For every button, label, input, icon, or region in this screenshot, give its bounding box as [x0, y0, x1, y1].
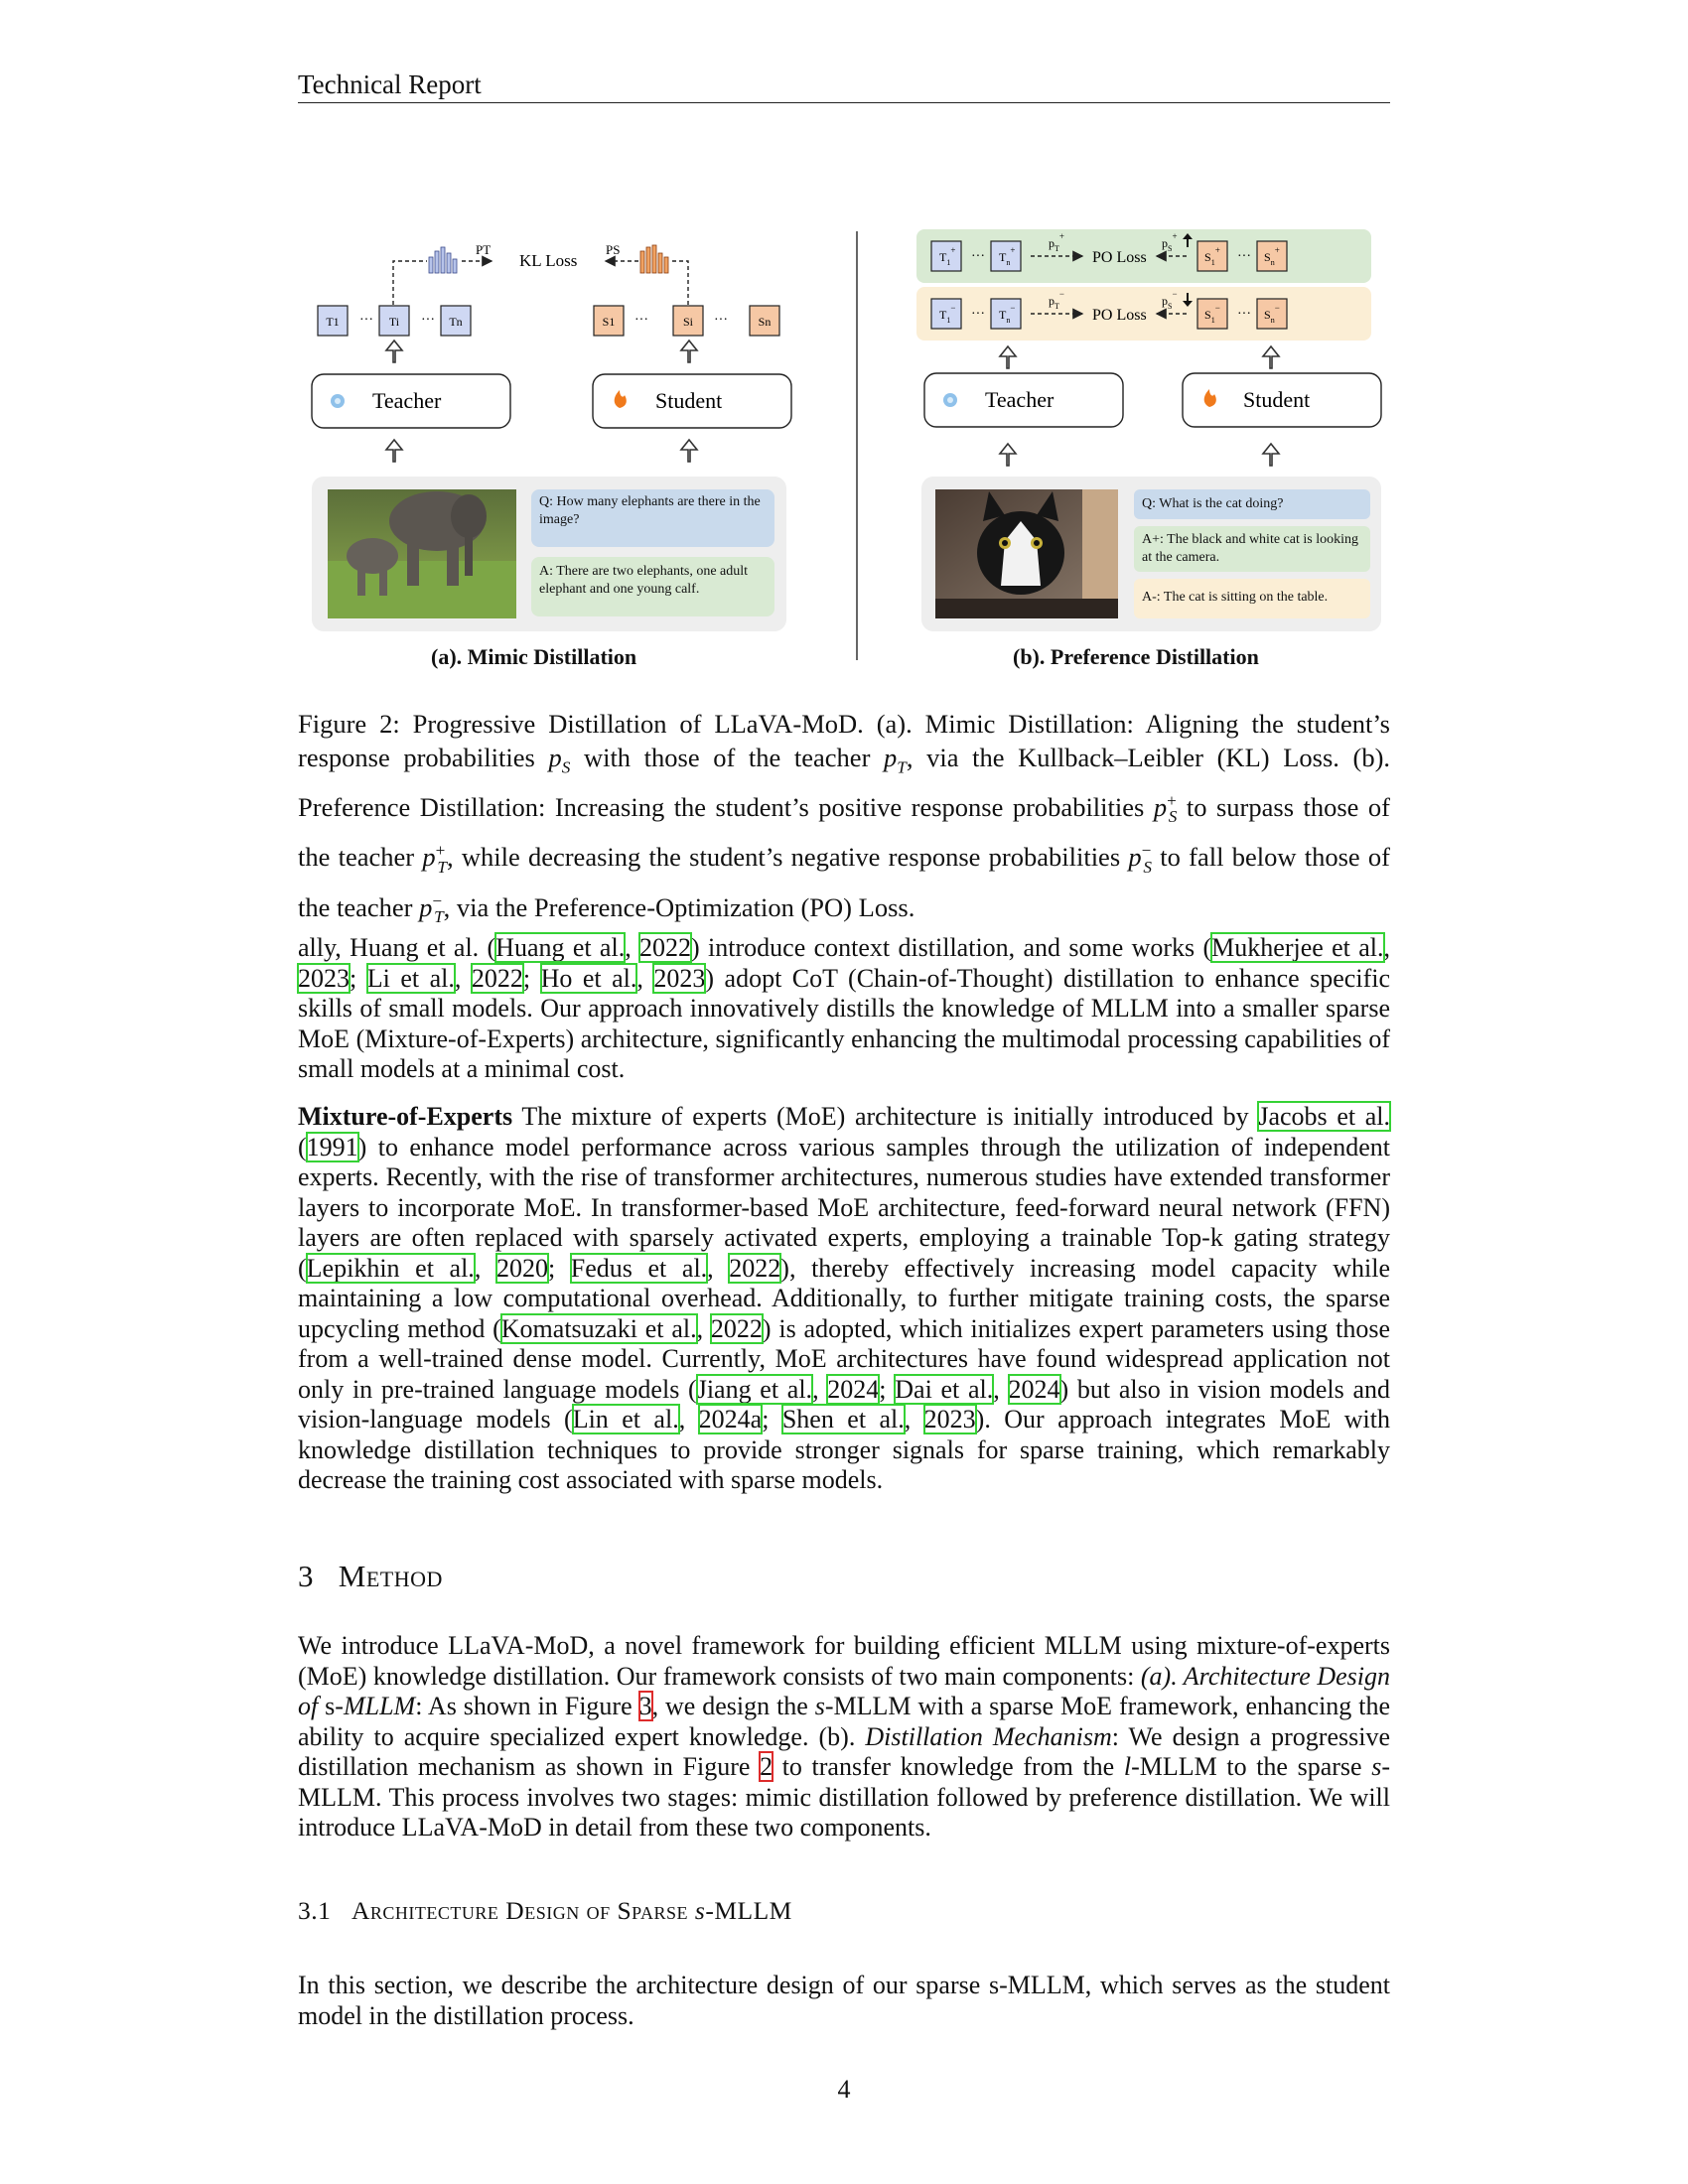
student-label-b: Student [1243, 387, 1311, 412]
svg-text:Tn−: $T_n^-$ [999, 303, 1016, 325]
caption-label: Figure 2: [298, 709, 400, 739]
svg-text:pS+: $p_S^+$ [1162, 231, 1178, 253]
citation-link[interactable]: Lepikhin et al. [306, 1253, 475, 1283]
citation-link[interactable]: 2022 [729, 1253, 781, 1283]
figure-2 [298, 223, 1400, 680]
svg-text:Sn+: $S_n^+$ [1264, 245, 1280, 267]
kl-loss-label: KL Loss [519, 251, 578, 270]
svg-text:···: ··· [1237, 307, 1251, 322]
negative-answer-text: A-: The cat is sitting on the table. [1142, 590, 1329, 605]
running-header: Technical Report [298, 69, 1390, 103]
svg-text:···: ··· [359, 313, 373, 328]
svg-text:pT−: $p_T^-$ [1049, 289, 1064, 311]
citation-link[interactable]: Fedus et al. [570, 1253, 708, 1283]
paragraph-architecture-intro: In this section, we describe the architecture design of our sparse s-MLLM, which serves as the student model in the distillation process. [298, 1971, 1390, 2030]
citation-link[interactable]: 2023 [653, 963, 706, 993]
figure-ref-link[interactable]: 3 [638, 1692, 652, 1720]
svg-text:···: ··· [421, 313, 435, 328]
svg-text:···: ··· [971, 249, 985, 264]
positive-answer-text: A+: The black and white cat is looking at the camera. [1142, 532, 1358, 565]
svg-text:···: ··· [1237, 249, 1251, 264]
citation-link[interactable]: 2024 [1008, 1374, 1060, 1404]
citation-link[interactable]: Jiang et al. [696, 1374, 813, 1404]
citation-link[interactable]: 2024a [698, 1405, 763, 1433]
svg-text:T1−: $T_1^-$ [939, 303, 956, 325]
svg-text:···: ··· [714, 313, 728, 328]
subcaption-b: (b). Preference Distillation [1013, 644, 1259, 669]
citation-link[interactable]: Ho et al. [540, 963, 637, 993]
citation-link[interactable]: Li et al. [366, 963, 455, 993]
po-loss-label-neg: PO Loss [1092, 307, 1147, 324]
question-text-b: Q: What is the cat doing? [1142, 496, 1284, 511]
svg-text:···: ··· [971, 307, 985, 322]
citation-link[interactable]: Dai et al. [895, 1374, 994, 1404]
svg-text:S1−: $S_1^-$ [1204, 303, 1220, 325]
po-loss-label-pos: PO Loss [1092, 249, 1147, 266]
token-s1: S1 [602, 315, 616, 329]
teacher-tokens [318, 306, 471, 336]
figure-2-diagram [298, 223, 1400, 680]
subsection-heading-architecture: 3.1 Architecture Design of Sparse s-MLLM [298, 1896, 792, 1925]
student-label: Student [655, 388, 723, 413]
citation-link[interactable]: 2020 [495, 1253, 548, 1283]
answer-text: A: There are two elephants, one adult elephant and one young calf. [539, 564, 749, 597]
citation-link[interactable]: 1991 [306, 1132, 358, 1161]
svg-text:Sn−: $S_n^-$ [1264, 303, 1280, 325]
svg-text:pT+: $p_T^+$ [1049, 231, 1064, 253]
svg-text:T1+: $T_1^+$ [939, 245, 956, 267]
svg-text:···: ··· [634, 313, 648, 328]
student-tokens [594, 306, 779, 336]
frozen-icon [331, 394, 345, 408]
token-sn: Sn [758, 315, 772, 329]
svg-text:S1+: $S_1^+$ [1204, 245, 1220, 267]
teacher-prob-bars [429, 247, 457, 273]
svg-text:Tn+: $T_n^+$ [999, 245, 1016, 267]
student-prob-label: PS [606, 242, 621, 257]
teacher-label-b: Teacher [985, 387, 1055, 412]
citation-link[interactable]: Jacobs et al. [1258, 1102, 1391, 1131]
panel-a [312, 242, 791, 631]
frozen-icon-b [943, 393, 957, 407]
figure-caption: Figure 2: Progressive Distillation of LLaVA-MoD. (a). Mimic Distillation: Aligning the student’s response probabilities $p_S$ with those of the teacher $p_T$, via the Kullback–Leibler (KL) Loss. (b). Preference Distillation: Increasing the student’s positive response probabilities $p^+_S$ to surpass those of the teacher $p^+_T$, while decreasing the student’s negative response probabilities $p^-_S$ to fall below those of the teacher $p^-_T$, via the Preference-Optimization (PO) Loss. [298, 709, 1391, 926]
question-text: Q: How many elephants are there in the image? [539, 494, 761, 527]
token-t1: T1 [326, 315, 340, 329]
student-prob-bars [640, 245, 668, 273]
citation-link[interactable]: Mukherjee et al. [1211, 933, 1384, 962]
paragraph-related-distillation: ally, Huang et al. (Huang et al., 2022) introduce context distillation, and some works (Mukherjee et al., 2023; Li et al., 2022; Ho et al., 2023) adopt CoT (Chain-of-Thought) distillation to enhance specific skills of small models. Our approach innovatively distills the knowledge of MLLM into a smaller sparse MoE (Mixture-of-Experts) architecture, significantly enhancing the multimodal processing capabilities of small models at a minimal cost. [298, 933, 1391, 1083]
citation-link[interactable]: Huang et al. [495, 933, 626, 962]
elephant-image [328, 489, 516, 618]
citation-link[interactable]: Shen et al. [781, 1405, 905, 1433]
citation-link[interactable]: 2023 [298, 963, 350, 993]
section-heading-method: 3 Method [298, 1559, 443, 1593]
citation-link[interactable]: 2024 [827, 1374, 880, 1404]
figure-ref-link[interactable]: 2 [760, 1752, 774, 1781]
citation-link[interactable]: 2022 [639, 933, 692, 962]
citation-link[interactable]: Komatsuzaki et al. [500, 1313, 697, 1343]
paragraph-method-intro: We introduce LLaVA-MoD, a novel framework for building efficient MLLM using mixture-of-experts (MoE) knowledge distillation. Our framework consists of two main components: (a). Architecture Design of s-MLLM: As shown in Figure 3, we design the s-MLLM with a sparse MoE framework, enhancing the ability to acquire specialized expert knowledge. (b). Distillation Mechanism: We design a progressive distillation mechanism as shown in Figure 2 to transfer knowledge from the l-MLLM to the sparse s-MLLM. This process involves two stages: mimic distillation followed by preference distillation. We will introduce LLaVA-MoD in detail from these two components. [298, 1631, 1390, 1842]
page-number: 4 [837, 2075, 851, 2104]
paragraph-mixture-of-experts: Mixture-of-Experts The mixture of experts (MoE) architecture is initially introduced by Jacobs et al. (1991) to enhance model performance across various samples through the utilization of independent experts. Recently, with the rise of transformer architectures, numerous studies have extended transformer layers to incorporate MoE. In transformer-based MoE architecture, feed-forward neural network (FFN) layers are often replaced with sparsely activated experts, employing a trainable Top-k gating strategy (Lepikhin et al., 2020; Fedus et al., 2022), thereby effectively increasing model capacity while maintaining a low computational overhead. Additionally, to further mitigate training costs, the sparse upcycling method (Komatsuzaki et al., 2022) is adopted, which initializes expert parameters using those from a well-trained dense model. Currently, MoE architectures have found widespread application not only in pre-trained language models (Jiang et al., 2024; Dai et al., 2024) but also in vision models and vision-language models (Lin et al., 2024a; Shen et al., 2023). Our approach integrates MoE with knowledge distillation techniques to provide stronger signals for sparse training, which remarkably decrease the training cost associated with sparse models. [298, 1102, 1391, 1494]
token-si: Si [682, 315, 694, 329]
svg-text:pS−: $p_S^-$ [1162, 289, 1178, 311]
cat-image [935, 489, 1118, 618]
paragraph-heading: Mixture-of-Experts [298, 1102, 513, 1131]
token-ti: Ti [388, 315, 400, 329]
subcaption-a: (a). Mimic Distillation [431, 644, 637, 669]
teacher-prob-label: PT [476, 242, 492, 257]
citation-link[interactable]: 2022 [471, 963, 523, 993]
citation-link[interactable]: 2022 [710, 1313, 763, 1343]
panel-b [916, 229, 1381, 631]
citation-link[interactable]: 2023 [923, 1405, 976, 1433]
citation-link[interactable]: Lin et al. [572, 1405, 679, 1433]
token-tn: Tn [449, 315, 463, 329]
teacher-label: Teacher [372, 388, 442, 413]
